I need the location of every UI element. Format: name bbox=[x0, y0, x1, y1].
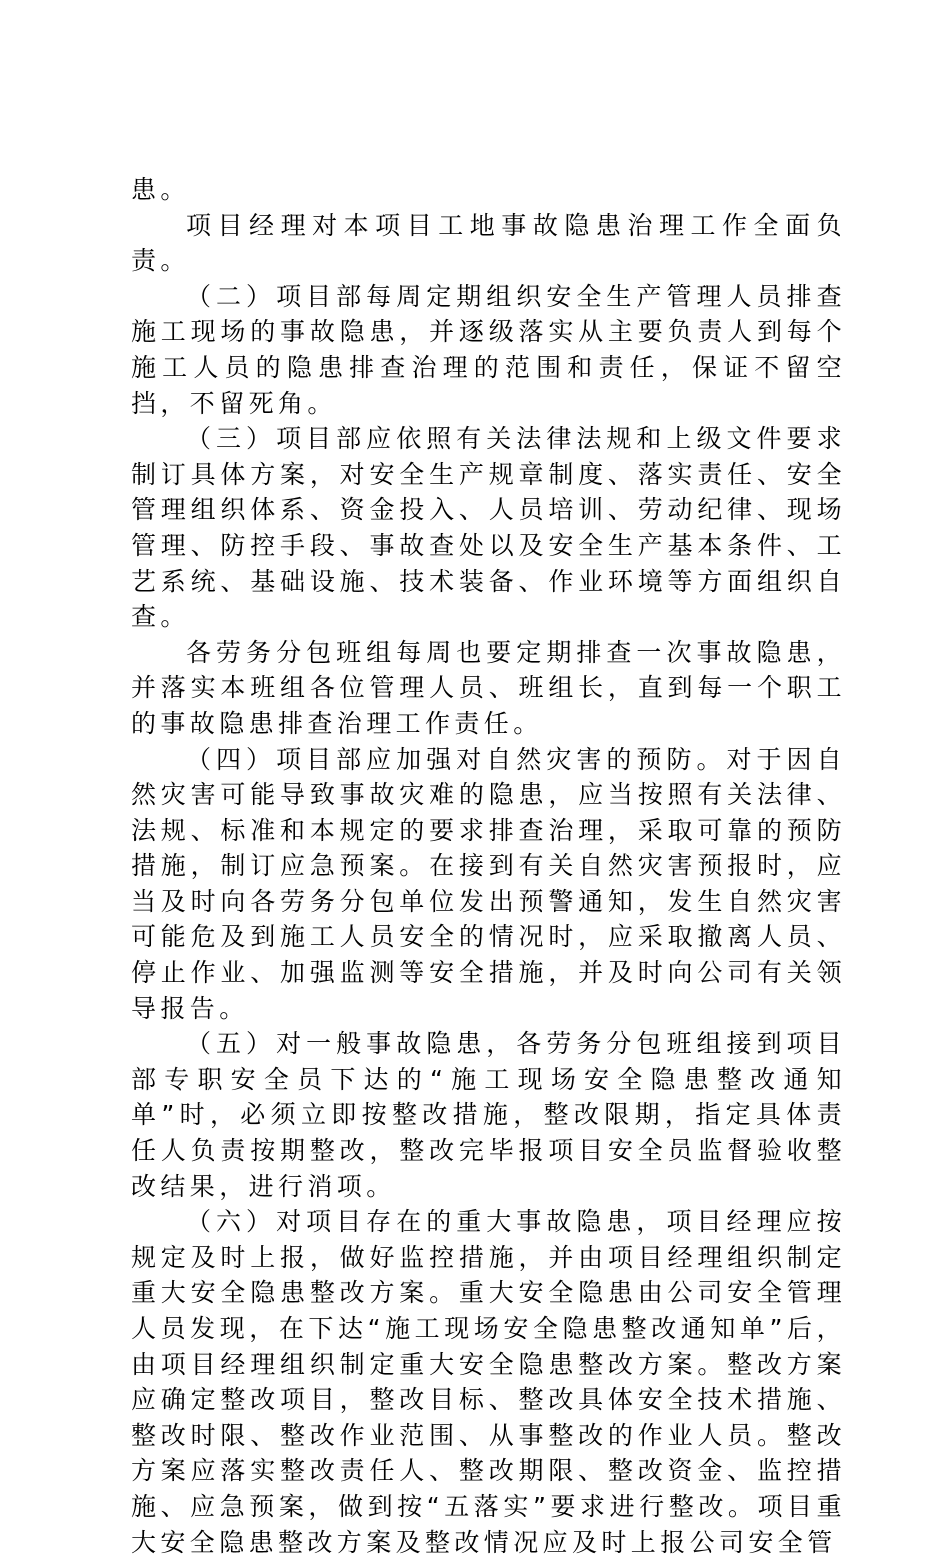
paragraph-1: 患。 bbox=[131, 175, 190, 204]
paragraph-5: 各劳务分包班组每周也要定期排查一次事故隐患，并落实本班组各位管理人员、班组长，直到每一个职工的事故隐患排查治理工作责任。 bbox=[131, 637, 846, 738]
paragraph-2: 项目经理对本项目工地事故隐患治理工作全面负责。 bbox=[131, 210, 846, 276]
paragraph-7: （五）对一般事故隐患，各劳务分包班组接到项目部专职安全员下达的“施工现场安全隐患整改通知单”时，必须立即按整改措施，整改限期，指定具体责任人负责按期整改，整改完毕报项目安全员监督验收整改结果，进行消项。 bbox=[131, 1029, 846, 1201]
document-body bbox=[131, 172, 846, 1560]
paragraph-4: （三）项目部应依照有关法律法规和上级文件要求制订具体方案，对安全生产规章制度、落实责任、安全管理组织体系、资金投入、人员培训、劳动纪律、现场管理、防控手段、事故查处以及安全生产基本条件、工艺系统、基础设施、技术装备、作业环境等方面组织自查。 bbox=[131, 424, 846, 632]
paragraph-8: （六）对项目存在的重大事故隐患，项目经理应按规定及时上报，做好监控措施，并由项目经理组织制定重大安全隐患整改方案。重大安全隐患由公司安全管理人员发现，在下达“施工现场安全隐患整改通知单”后，由项目经理组织制定重大安全隐患整改方案。整改方案应确定整改项目，整改目标、整改具体安全技术措施、整改时限、整改作业范围、从事整改的作业人员。整改方案应落实整改责任人、整改期限、整改资金、监控措施、应急预案，做到按“五落实”要求进行整改。项目重大安全隐患整改方案及整改情况应及时上报公司安全管 bbox=[131, 1207, 846, 1557]
paragraph-3: （二）项目部每周定期组织安全生产管理人员排查施工现场的事故隐患，并逐级落实从主要负责人到每个施工人员的隐患排查治理的范围和责任，保证不留空挡，不留死角。 bbox=[131, 281, 846, 418]
paragraph-6: （四）项目部应加强对自然灾害的预防。对于因自然灾害可能导致事故灾难的隐患，应当按照有关法律、法规、标准和本规定的要求排查治理，采取可靠的预防措施，制订应急预案。在接到有关自然灾害预报时，应当及时向各劳务分包单位发出预警通知，发生自然灾害可能危及到施工人员安全的情况时，应采取撤离人员、停止作业、加强监测等安全措施，并及时向公司有关领导报告。 bbox=[131, 744, 846, 1023]
